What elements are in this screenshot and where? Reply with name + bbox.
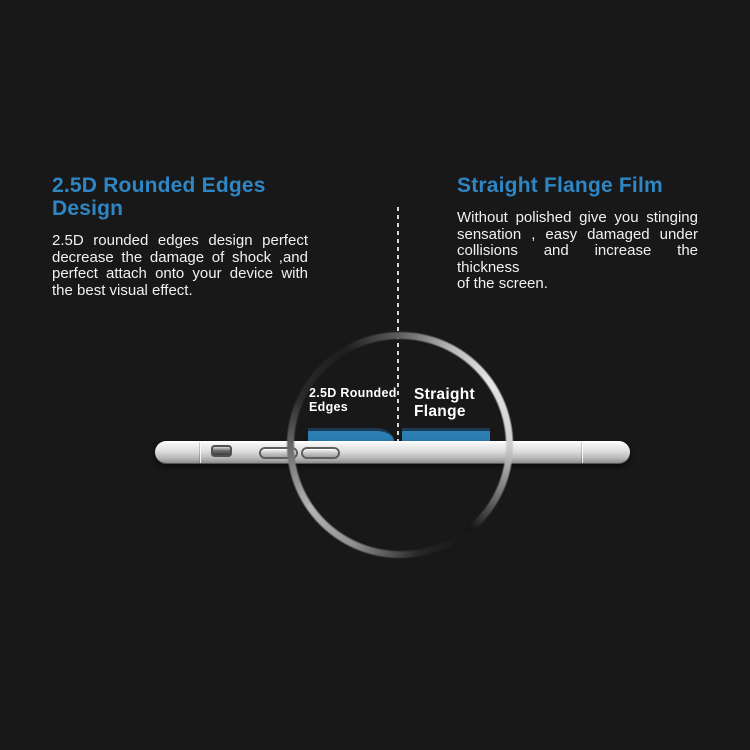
feature-2-5d-rounded-edges: [52, 174, 308, 299]
right-paragraph-line: sensation , easy damaged under: [457, 225, 698, 243]
mute-switch: [211, 445, 232, 457]
left-paragraph: [52, 233, 308, 299]
left-paragraph-line: decrease the damage of shock ,and: [52, 248, 308, 266]
feature-straight-flange-film: [457, 174, 698, 293]
right-paragraph: [457, 210, 698, 293]
left-paragraph-line: the best visual effect.: [52, 281, 193, 299]
magnifier-lens-ring: [286, 331, 514, 559]
right-paragraph-line: collisions and increase the thickness: [457, 242, 698, 276]
right-paragraph-line: Without polished give you stinging: [457, 209, 698, 226]
left-heading: 2.5D Rounded Edges Design: [52, 174, 266, 220]
right-paragraph-line: of the screen.: [457, 275, 548, 292]
left-paragraph-line: 2.5D rounded edges design perfect: [52, 232, 308, 249]
phone-antenna-seam-right: [581, 442, 583, 463]
left-paragraph-line: perfect attach onto your device with: [52, 265, 308, 282]
phone-antenna-seam-left: [199, 442, 201, 463]
right-heading: Straight Flange Film: [457, 174, 663, 197]
